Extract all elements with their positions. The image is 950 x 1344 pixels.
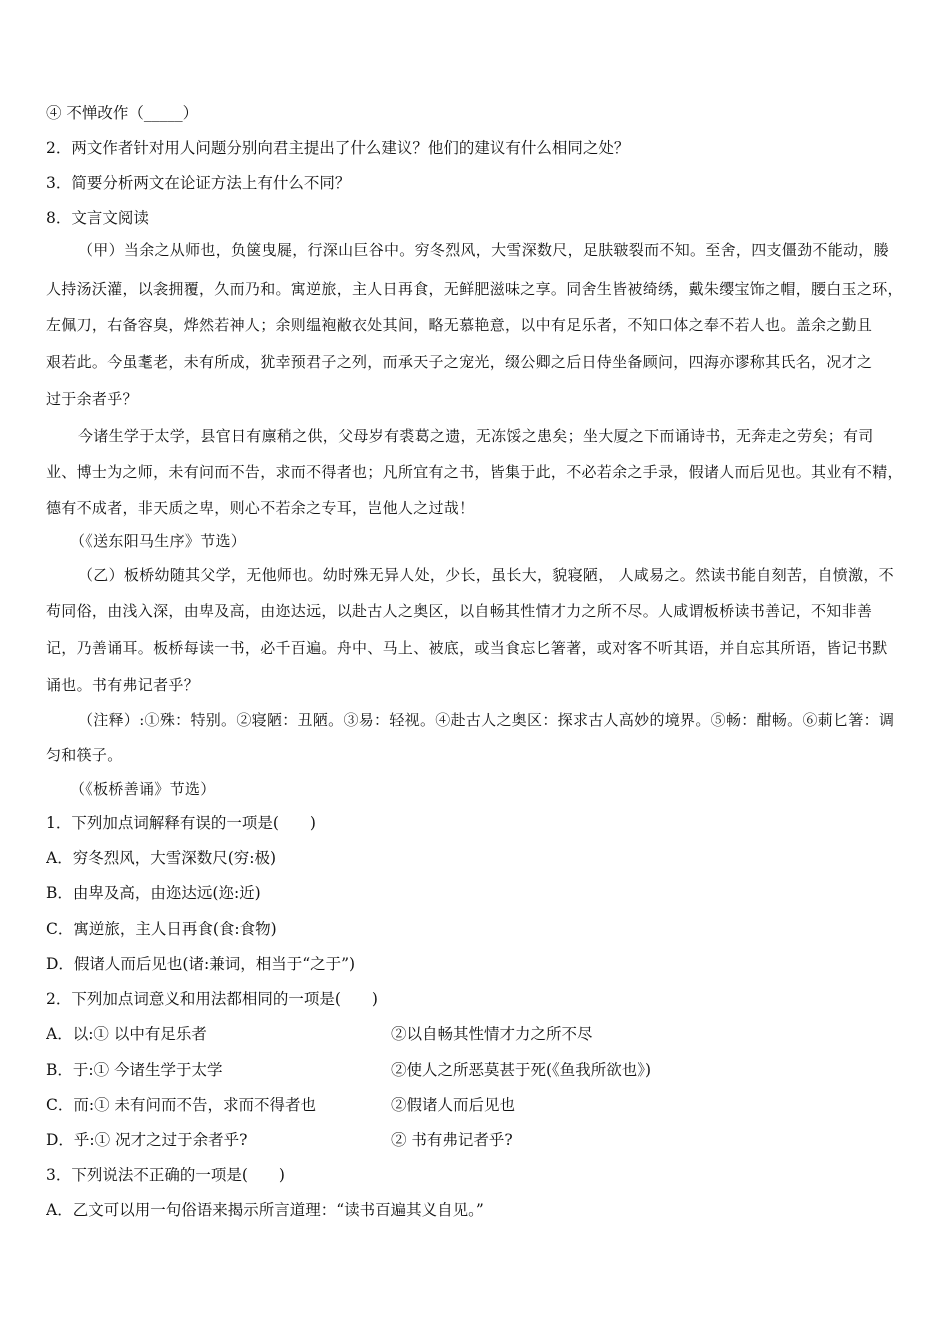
annotation-line: （注释）:①殊：特别。②寝陋：丑陋。③易：轻视。④赴古人之奥区：探求古人高妙的境界。⑤畅：酣畅。⑥莿匕箸：调 (78, 711, 895, 729)
section-8-title: 8．文言文阅读 (46, 209, 149, 227)
passage-jia-source: （《送东阳马生序》节选） (70, 532, 247, 550)
passage-jia-line: 艰若此。今虽耄老，未有所成，犹幸预君子之列，而承天子之宠光，缀公卿之后日侍坐备顾问，四海亦谬称其氏名，况才之 (46, 353, 873, 371)
passage-yi-line: 诵也。书有弗记者乎？ (46, 676, 200, 694)
question-1-stem: 1．下列加点词解释有误的一项是( ) (46, 814, 316, 832)
passage-jia-line: （甲）当余之从师也，负箧曳屣，行深山巨谷中。穷冬烈风，大雪深数尺，足肤皲裂而不知。至舍，四支僵劲不能动，媵 (78, 241, 889, 259)
option-left: C．而:① 未有问而不告，求而不得者也 (46, 1096, 317, 1114)
question-3-option: A．乙文可以用一句俗语来揭示所言道理：“读书百遍其义自见。” (46, 1201, 484, 1219)
question-1-option: D．假诸人而后见也(诸:兼词，相当于“之于”) (46, 955, 356, 973)
question-2-option (46, 1130, 910, 1150)
passage-jia-line: 左佩刀，右备容臭，烨然若神人；余则缊袍敝衣处其间，略无慕艳意，以中有足乐者，不知口体之奉不若人也。盖余之勤且 (46, 316, 873, 334)
question-2-option (46, 1060, 910, 1080)
passage-jia2-line: 今诸生学于太学，县官日有廪稍之供，父母岁有裘葛之遗，无冻馁之患矣；坐大厦之下而诵诗书，无奔走之劳矣；有司 (78, 427, 874, 445)
question-2-option (46, 1095, 910, 1115)
passage-jia-line: 过于余者乎？ (46, 390, 138, 408)
passage-jia2-line: 德有不成者，非天质之卑，则心不若余之专耳，岂他人之过哉！ (46, 499, 475, 517)
passage-yi-line: （乙）板桥幼随其父学，无他师也。幼时殊无异人处，少长，虽长大，貌寝陋， 人咸易之。然读书能自刻苦，自愤激，不 (78, 566, 894, 584)
passage-jia2-line: 业、博士为之师，未有问而不告，求而不得者也；凡所宜有之书，皆集于此，不必若余之手录，假诸人而后见也。其业有不精， (46, 463, 903, 481)
passage-yi-line: 苟同俗，由浅入深，由卑及高，由迩达远，以赴古人之奥区，以自畅其性情才力之所不尽。人咸谓板桥读书善记，不知非善 (46, 602, 873, 620)
passage-jia-line: 人持汤沃灌，以衾拥覆，久而乃和。寓逆旅，主人日再食，无鲜肥滋味之享。同舍生皆被绮绣，戴朱缨宝饰之帽，腰白玉之环， (46, 280, 903, 298)
passage-yi-source: （《板桥善诵》节选） (70, 780, 216, 798)
option-right: ②使人之所恶莫甚于死(《鱼我所欲也》) (391, 1061, 652, 1079)
question-2-option (46, 1024, 910, 1044)
option-right: ② 书有弗记者乎? (391, 1131, 513, 1149)
question-3-stem: 3．下列说法不正确的一项是( ) (46, 1166, 285, 1184)
question-1-option: A．穷冬烈风，大雪深数尺(穷:极) (46, 849, 277, 867)
option-left: A．以:① 以中有足乐者 (46, 1025, 207, 1043)
question-3-prev: 3．简要分析两文在论证方法上有什么不同？ (46, 174, 351, 192)
question-1-option: C．寓逆旅，主人日再食(食:食物) (46, 920, 277, 938)
question-1-option: B．由卑及高，由迩达远(迩:近) (46, 884, 261, 902)
option-left: B．于:① 今诸生学于太学 (46, 1061, 223, 1079)
option-right: ②以自畅其性情才力之所不尽 (391, 1025, 593, 1043)
passage-yi-line: 记，乃善诵耳。板桥每读一书，必千百遍。舟中、马上、被底，或当食忘匕箸著，或对客不听其语，并自忘其所语，皆记书默 (46, 639, 888, 657)
annotation-line: 匀和筷子。 (46, 746, 123, 764)
option-right: ②假诸人而后见也 (391, 1096, 516, 1114)
blank-fill-item: ④ 不惮改作（_____） (46, 104, 199, 122)
option-left: D．乎:① 况才之过于余者乎? (46, 1131, 248, 1149)
question-2-stem: 2．下列加点词意义和用法都相同的一项是( ) (46, 990, 378, 1008)
question-2-prev: 2．两文作者针对用人问题分别向君主提出了什么建议？他们的建议有什么相同之处？ (46, 139, 630, 157)
